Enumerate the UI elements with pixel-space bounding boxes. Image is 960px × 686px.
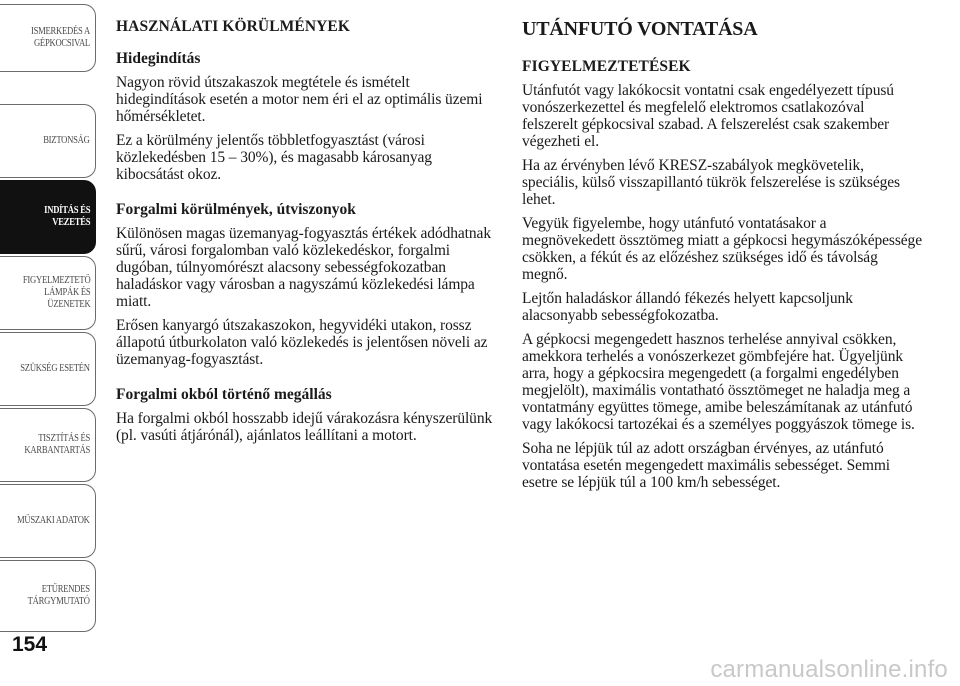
paragraph: Ez a körülmény jelentős többletfogyasztást (városi közlekedésben 15 – 30%), és magasabb károsanyag kibocsátást okoz. bbox=[116, 132, 432, 183]
paragraph: Erősen kanyargó útszakaszokon, hegyvidéki utakon, rossz állapotú útburkolaton való közlekedés is jelentősen növeli az üzemanyag-fogyasztást. bbox=[116, 317, 488, 368]
tab-szukseg-eseten[interactable]: SZÜKSÉG ESETÉN bbox=[0, 332, 96, 406]
section-heading-hasznalati: HASZNÁLATI KÖRÜLMÉNYEK bbox=[116, 18, 351, 35]
paragraph: Különösen magas üzemanyag-fogyasztás értékek adódhatnak sűrű, városi forgalomban való közlekedéskor, forgalmi dugóban, túlnyomórészt alacsony sebességfokozatban haladáskor vagy városban a nagyszámú közlekedési lámpa miatt. bbox=[116, 225, 491, 310]
chapter-heading-utanfuto: UTÁNFUTÓ VONTATÁSA bbox=[522, 18, 758, 40]
paragraph: Nagyon rövid útszakaszok megtétele és ismételt hidegindítások esetén a motor nem éri el az optimális üzemi hőmérsékletet. bbox=[116, 74, 483, 125]
paragraph: A gépkocsi megengedett hasznos terhelése annyival csökken, amekkora terhelés a vonószerkezet gömbfejére hat. Ügyeljünk arra, hogy a gépkocsira megengedett (a forgalmi engedélyben megjelölt), maximális vontatható össztömeget ne haladja meg a vontatmány együttes tömege, amibe beleszámítanak az utánfutó vagy lakókocsi tartozékai és a személyes poggyászok tömege is. bbox=[522, 331, 915, 433]
tab-tisztitas-karbantartas[interactable]: TISZTÍTÁS ÉS KARBANTARTÁS bbox=[0, 408, 96, 482]
tab-inditas-es-vezetes[interactable]: INDÍTÁS ÉS VEZETÉS bbox=[0, 180, 96, 254]
tab-ismerkedes[interactable]: ISMERKEDÉS A GÉPKOCSIVAL bbox=[0, 4, 96, 72]
subheading-hideginditas: Hidegindítás bbox=[116, 50, 201, 67]
subheading-forgalmi-megallas: Forgalmi okból történő megállás bbox=[116, 386, 332, 403]
left-column bbox=[116, 18, 500, 451]
paragraph: Soha ne lépjük túl az adott országban érvényes, az utánfutó vontatása esetén megengedett maximális sebességet. Semmi esetre se lépjük túl a 100 km/h sebességet. bbox=[522, 440, 891, 491]
paragraph: Lejtőn haladáskor állandó fékezés helyett kapcsoljunk alacsonyabb sebességfokozatba. bbox=[522, 290, 853, 324]
subheading-forgalmi-korulmenyek: Forgalmi körülmények, útviszonyok bbox=[116, 201, 356, 218]
page-number: 154 bbox=[12, 633, 48, 656]
paragraph: Ha forgalmi okból hosszabb idejű várakozásra kényszerülünk (pl. vasúti átjárónál), ajánlatos leállítani a motort. bbox=[116, 410, 493, 444]
tab-targymutato[interactable]: ETŰRENDES TÁRGYMUTATÓ bbox=[0, 560, 96, 632]
chapter-sidebar bbox=[0, 0, 100, 640]
paragraph: Vegyük figyelembe, hogy utánfutó vontatásakor a megnövekedett össztömeg miatt a gépkocsi hegymászóképessége csökken, a fékút és az előzéshez szükséges idő és távolság megnő. bbox=[522, 215, 922, 283]
subheading-figyelmeztetesek: FIGYELMEZTETÉSEK bbox=[522, 58, 691, 75]
tab-biztonsag[interactable]: BIZTONSÁG bbox=[0, 104, 96, 178]
watermark-text: carmanualsonline.info bbox=[710, 656, 948, 683]
paragraph: Utánfutót vagy lakókocsit vontatni csak engedélyezett típusú vonószerkezettel és megfelelő elektromos csatlakozóval felszerelt gépkocsival szabad. A felszerelést csak szakember végezheti el. bbox=[522, 82, 894, 150]
tab-muszaki-adatok[interactable]: MŰSZAKI ADATOK bbox=[0, 484, 96, 558]
tab-figyelmezteto-lampak[interactable]: FIGYELMEZTETŐ LÁMPÁK ÉS ÜZENETEK bbox=[0, 256, 96, 330]
paragraph: Ha az érvényben lévő KRESZ-szabályok megkövetelik, speciális, külső visszapillantó tükrök felszerelése is szükséges lehet. bbox=[522, 157, 900, 208]
right-column bbox=[522, 18, 922, 498]
